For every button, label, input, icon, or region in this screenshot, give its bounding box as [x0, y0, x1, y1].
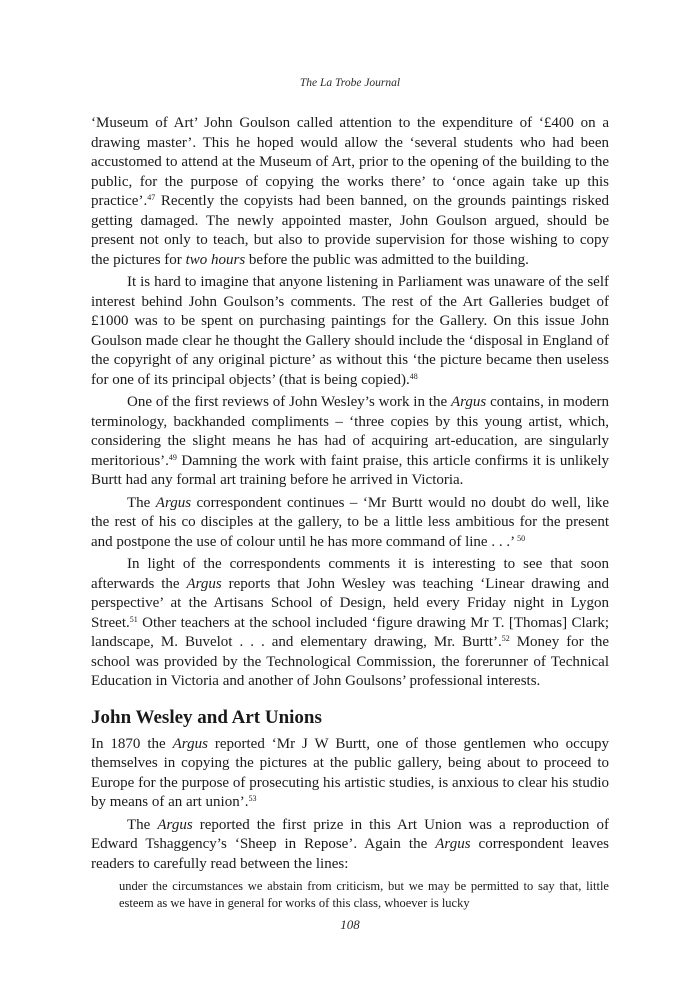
paragraph-7	[91, 816, 609, 875]
text-run: The	[127, 494, 156, 511]
paragraph-5	[91, 555, 609, 692]
publication-title: Argus	[155, 494, 192, 511]
text-run: The	[127, 816, 158, 833]
block-quote: under the circumstances we abstain from criticism, but we may be permitted to say that, little esteem as we have in general for works of this class, whoever is lucky	[119, 879, 609, 910]
text-run: reported ‘Mr J W Burtt, one of those gentlemen who occupy themselves in copying the pictures at the public gallery, being about to proceed to Europe for the purpose of prosecuting his artistic studies, is anxious to clear his studio by means of an art union’.	[91, 735, 609, 810]
footnote-ref-48[interactable]: 48	[409, 371, 418, 381]
text-run: Damning the work with faint praise, this article confirms it is unlikely Burtt had any formal art training before he arrived in Victoria.	[91, 452, 609, 488]
publication-title: Argus	[435, 836, 471, 852]
paragraph-1	[91, 114, 609, 270]
footnote-ref-51[interactable]: 51	[129, 614, 138, 624]
publication-title: Argus	[450, 394, 487, 410]
text-run: contains, in modern terminology, backhanded compliments – ‘three copies by this young artist, which, considering the slight means he has had of acquiring art-education, are singularly meritorious’.	[91, 394, 609, 469]
text-run: ‘Museum of Art’ John Goulson called attention to the expenditure of ‘£400 on a drawing master’. This he hoped would allow the ‘several students who had been accustomed to attend at the Museum of Art, prior to the opening of the building to the public, for the purpose of copying the works there’ to ‘once again take up this practice’.	[91, 115, 609, 209]
running-head: The La Trobe Journal	[299, 77, 401, 89]
paragraph-4	[91, 494, 609, 553]
page-number: 108	[340, 917, 360, 932]
text-run: Recently the copyists had been banned, on the grounds paintings risked getting damaged. The newly appointed master, John Goulson argued, should be present not only to teach, but also to provide supervision for those wishing to copy the pictures for	[91, 193, 609, 268]
text-run: before the public was admitted to the building.	[245, 251, 529, 268]
text-run: correspondent leaves readers to carefully read between the lines:	[91, 836, 609, 872]
text-run: correspondent continues – ‘Mr Burtt would no doubt do well, like the rest of his co disciples at the gallery, to be a little less ambitious for the present and postpone the use of colour until he has more command of line . . .’	[91, 494, 609, 550]
section-heading: John Wesley and Art Unions	[91, 706, 322, 728]
footnote-ref-49[interactable]: 49	[168, 452, 177, 462]
publication-title: Argus	[186, 575, 222, 592]
text-run: It is hard to imagine that anyone listening in Parliament was unaware of the self interest behind John Goulson’s comments. The rest of the Art Galleries budget of £1000 was to be spent on purchasing paintings for the Gallery. On this issue John Goulson made clear he thought the Gallery should include the ‘disposal in England of the copyright of any original picture’ as without this ‘the picture became then useless for one of its principal objects’ (that is being copied).	[91, 274, 609, 388]
text-run: reports that John Wesley was teaching ‘Linear drawing and perspective’ at the Artisans School of Design, held every Friday night in Lygon Street.	[91, 575, 609, 631]
paragraph-2	[91, 273, 609, 390]
text-run: One of the first reviews of John Wesley’s work in the	[127, 394, 451, 410]
emphasis: two hours	[185, 251, 246, 268]
text-run: In light of the correspondents comments it is interesting to see that soon afterwards the	[91, 556, 609, 592]
footnote-ref-52[interactable]: 52	[501, 634, 510, 643]
text-run: reported the first prize in this Art Union was a reproduction of Edward Tshaggency’s ‘Sheep in Repose’. Again the	[91, 816, 609, 852]
text-run: Other teachers at the school included ‘figure drawing Mr T. [Thomas] Clark; landscape, M. Buvelot . . . and elementary drawing, Mr. Burtt’.	[91, 614, 609, 650]
footnote-ref-50[interactable]: 50	[515, 533, 526, 543]
publication-title: Argus	[157, 816, 193, 833]
footnote-ref-47[interactable]: 47	[147, 193, 156, 202]
text-run: In 1870 the	[91, 735, 173, 752]
text-run: Money for the school was provided by the Technological Commission, the forerunner of Technical Education in Victoria and another of John Goulsons’ professional interests.	[91, 634, 609, 689]
publication-title: Argus	[172, 735, 208, 752]
footnote-ref-53[interactable]: 53	[248, 794, 257, 803]
paragraph-3	[91, 393, 609, 491]
paragraph-6	[91, 735, 609, 813]
body-text	[91, 114, 609, 912]
